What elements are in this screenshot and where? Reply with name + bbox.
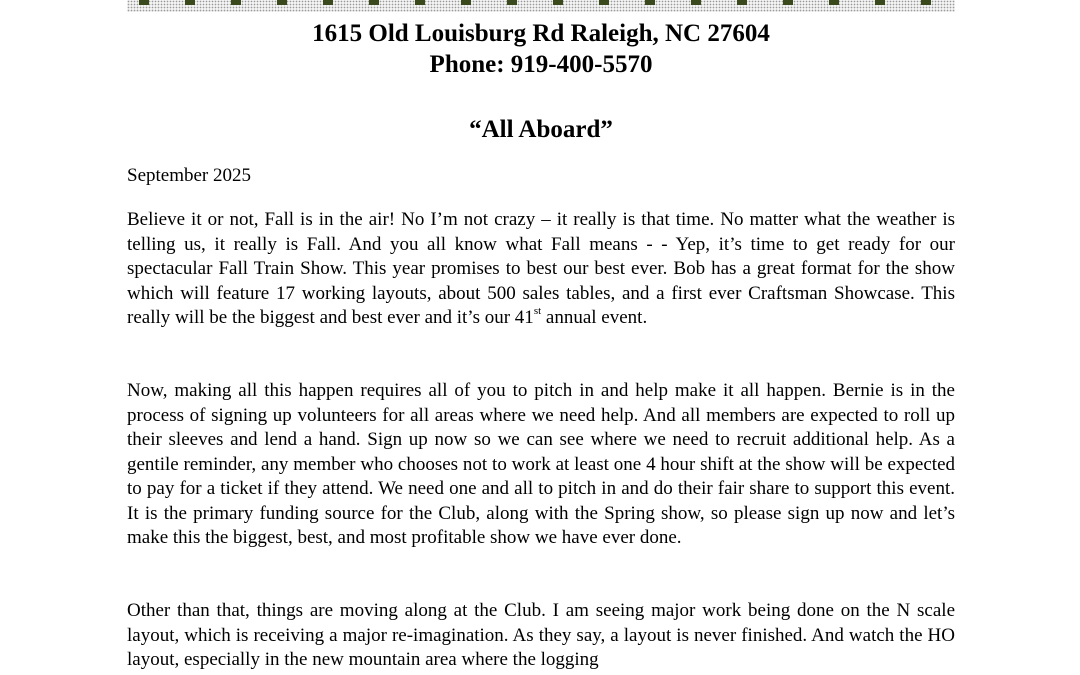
paragraph-2: Now, making all this happen requires all of you to pitch in and help make it all happen. Bernie is in the process of signing up volunteers for all areas where we need help. And all members are expected to roll up their sleeves and lend a hand. Sign up now so we can see where we need to recruit additional help. As a gentile reminder, any member who chooses not to work at least one 4 hour shift at the show will be expected to pay for a ticket if they attend. We need one and all to pitch in and do their fair share to support this event. It is the primary funding source for the Club, along with the Spring show, so please sign up now and let’s make this the biggest, best, and most profitable show we have ever done. (127, 380, 955, 548)
ordinal-suffix: st (533, 304, 542, 317)
newsletter-date: September 2025 (127, 165, 252, 186)
paragraph-3: Other than that, things are moving along at the Club. I am seeing major work being done on the N scale layout, which is receiving a major re-imagination. As they say, a layout is never finished. And watch the HO layout, especially in the new mountain area where the logging (127, 600, 955, 670)
decorative-top-border (127, 0, 955, 12)
letterhead-address: 1615 Old Louisburg Rd Raleigh, NC 27604 (312, 20, 770, 47)
letterhead-phone: Phone: 919-400-5570 (429, 51, 653, 78)
paragraph-1-text: Believe it or not, Fall is in the air! No I’m not crazy – it really is that time. No matter what the weather is telling us, it really is Fall. And you all know what Fall means - - Yep, it’s time to get ready for our spectacular Fall Train Show. This year promises to best our best ever. Bob has a great format for the show which will feature 17 working layouts, about 500 sales tables, and a first ever Craftsman Showcase. This really will be the biggest and best ever and it’s our 41 (127, 209, 955, 328)
paragraph-1-tail: annual event. (541, 307, 648, 328)
newsletter-title: “All Aboard” (469, 116, 613, 143)
paragraph-1 (127, 208, 955, 331)
